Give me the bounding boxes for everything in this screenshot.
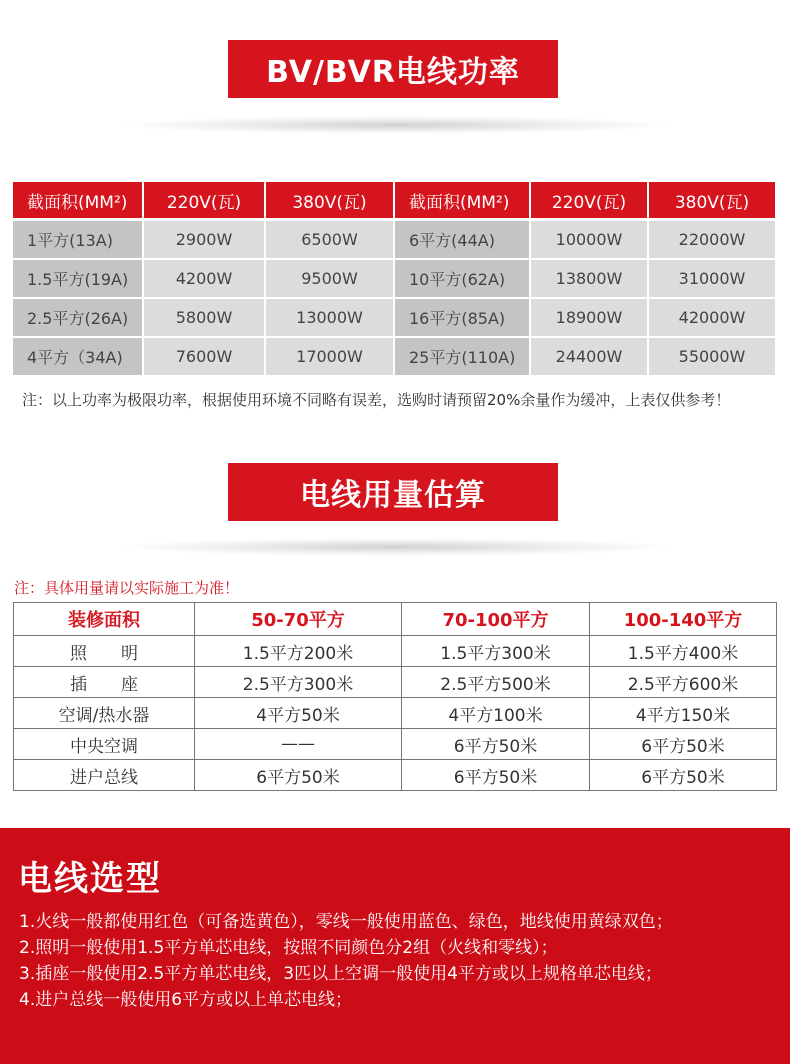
header-area: 装修面积 xyxy=(14,603,195,636)
power-220v-cell: 13800W xyxy=(531,260,649,299)
header-220v: 220V(瓦) xyxy=(531,182,649,221)
cross-section-cell: 2.5平方(26A) xyxy=(13,299,144,338)
power-note: 注：以上功率为极限功率，根据使用环境不同略有误差，选购时请预留20%余量作为缓冲，上表仅供参考！ xyxy=(22,391,731,409)
table-row xyxy=(14,760,777,791)
table-row xyxy=(14,667,777,698)
power-220v-cell: 2900W xyxy=(144,221,266,260)
usage-value-cell: 2.5平方500米 xyxy=(402,667,590,698)
header-380v: 380V(瓦) xyxy=(649,182,775,221)
table-row xyxy=(14,729,777,760)
cross-section-cell: 6平方(44A) xyxy=(395,221,531,260)
header-area-range: 50-70平方 xyxy=(195,603,402,636)
power-220v-cell: 5800W xyxy=(144,299,266,338)
wire-selection-section xyxy=(0,828,790,1064)
usage-category-cell: 照 明 xyxy=(14,636,195,667)
power-220v-cell: 4200W xyxy=(144,260,266,299)
usage-value-cell: 6平方50米 xyxy=(590,760,777,791)
usage-category-cell: 空调/热水器 xyxy=(14,698,195,729)
power-220v-cell: 24400W xyxy=(531,338,649,377)
cross-section-cell: 1.5平方(19A) xyxy=(13,260,144,299)
banner-shadow xyxy=(120,116,670,134)
usage-value-cell: 1.5平方400米 xyxy=(590,636,777,667)
usage-table-header-row xyxy=(14,603,777,636)
header-220v: 220V(瓦) xyxy=(144,182,266,221)
header-area-range: 70-100平方 xyxy=(402,603,590,636)
usage-value-cell: 4平方100米 xyxy=(402,698,590,729)
power-380v-cell: 9500W xyxy=(266,260,395,299)
selection-line: 4.进户总线一般使用6平方或以上单芯电线； xyxy=(19,990,353,1010)
table-row xyxy=(14,636,777,667)
usage-note: 注：具体用量请以实际施工为准！ xyxy=(14,579,240,597)
usage-value-cell: 2.5平方300米 xyxy=(195,667,402,698)
usage-category-cell: 插 座 xyxy=(14,667,195,698)
header-cross-section: 截面积(MM²) xyxy=(395,182,531,221)
usage-section-title: 电线用量估算 xyxy=(228,463,558,521)
power-220v-cell: 7600W xyxy=(144,338,266,377)
table-row xyxy=(13,260,775,299)
usage-table xyxy=(13,602,777,791)
cross-section-cell: 10平方(62A) xyxy=(395,260,531,299)
header-cross-section: 截面积(MM²) xyxy=(13,182,144,221)
usage-value-cell: 2.5平方600米 xyxy=(590,667,777,698)
power-380v-cell: 6500W xyxy=(266,221,395,260)
power-380v-cell: 22000W xyxy=(649,221,775,260)
header-area-range: 100-140平方 xyxy=(590,603,777,636)
header-380v: 380V(瓦) xyxy=(266,182,395,221)
power-table xyxy=(13,182,775,377)
power-table-header-row xyxy=(13,182,775,221)
usage-category-cell: 进户总线 xyxy=(14,760,195,791)
table-row xyxy=(13,221,775,260)
usage-category-cell: 中央空调 xyxy=(14,729,195,760)
cross-section-cell: 16平方(85A) xyxy=(395,299,531,338)
table-row xyxy=(13,338,775,377)
usage-value-cell: 4平方150米 xyxy=(590,698,777,729)
usage-value-cell: 6平方50米 xyxy=(195,760,402,791)
usage-value-cell: 6平方50米 xyxy=(402,729,590,760)
cross-section-cell: 1平方(13A) xyxy=(13,221,144,260)
selection-line: 3.插座一般使用2.5平方单芯电线，3匹以上空调一般使用4平方或以上规格单芯电线； xyxy=(19,964,662,984)
cross-section-cell: 4平方（34A) xyxy=(13,338,144,377)
power-380v-cell: 55000W xyxy=(649,338,775,377)
power-380v-cell: 13000W xyxy=(266,299,395,338)
power-380v-cell: 31000W xyxy=(649,260,775,299)
table-row xyxy=(13,299,775,338)
power-380v-cell: 17000W xyxy=(266,338,395,377)
selection-line: 1.火线一般都使用红色（可备选黄色），零线一般使用蓝色、绿色，地线使用黄绿双色； xyxy=(19,912,673,932)
power-220v-cell: 18900W xyxy=(531,299,649,338)
usage-value-cell: 6平方50米 xyxy=(590,729,777,760)
usage-value-cell: 4平方50米 xyxy=(195,698,402,729)
usage-value-cell: 1.5平方200米 xyxy=(195,636,402,667)
wire-selection-title: 电线选型 xyxy=(18,859,162,899)
usage-value-cell: —— xyxy=(195,729,402,760)
power-220v-cell: 10000W xyxy=(531,221,649,260)
table-row xyxy=(14,698,777,729)
banner-shadow xyxy=(120,538,670,556)
selection-line: 2.照明一般使用1.5平方单芯电线，按照不同颜色分2组（火线和零线）； xyxy=(19,938,558,958)
usage-value-cell: 6平方50米 xyxy=(402,760,590,791)
usage-value-cell: 1.5平方300米 xyxy=(402,636,590,667)
power-section-title: BV/BVR电线功率 xyxy=(228,40,558,98)
power-380v-cell: 42000W xyxy=(649,299,775,338)
cross-section-cell: 25平方(110A) xyxy=(395,338,531,377)
